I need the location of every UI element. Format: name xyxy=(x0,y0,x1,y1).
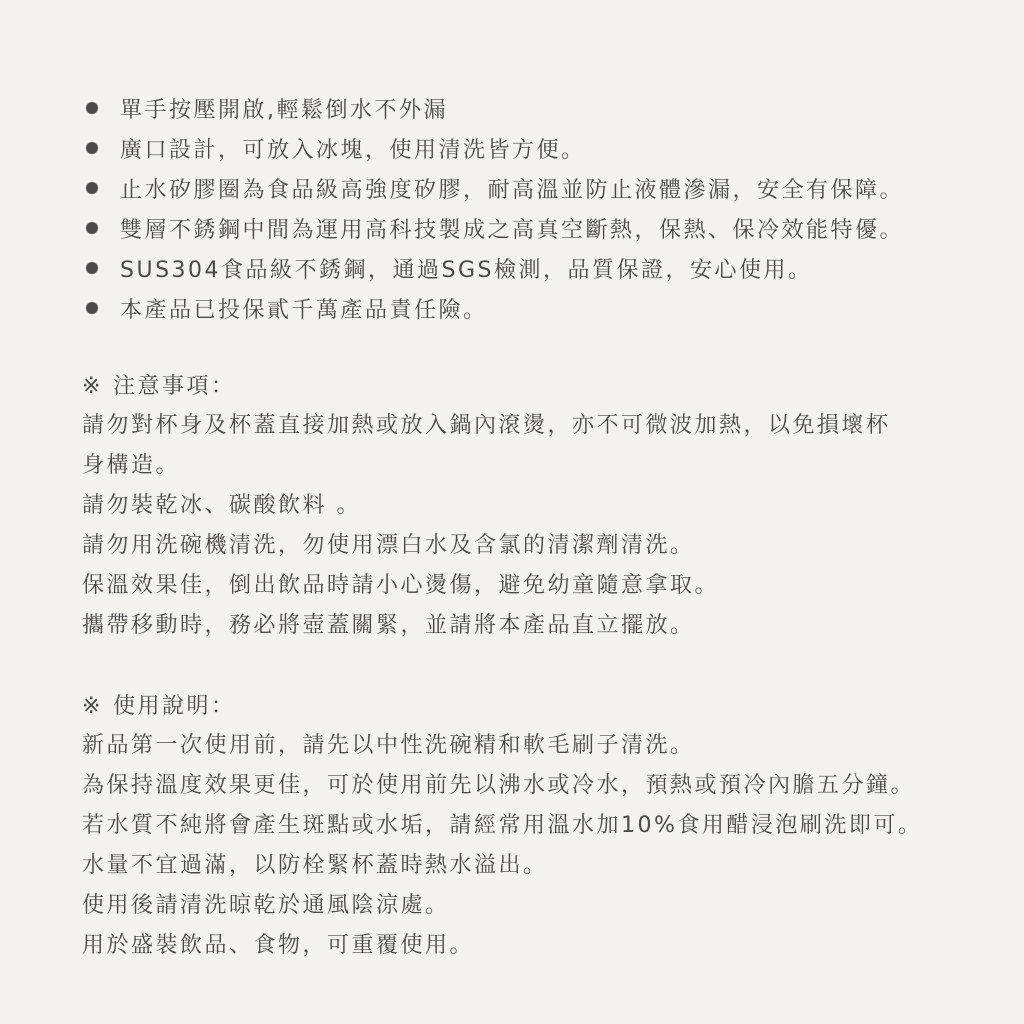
reference-mark-icon: ※ xyxy=(82,374,103,399)
usage-section xyxy=(82,688,984,966)
cautions-heading xyxy=(82,368,984,406)
feature-item xyxy=(82,128,984,168)
bullet-icon xyxy=(86,222,98,234)
bullet-icon xyxy=(86,142,98,154)
feature-text: SUS304食品級不銹鋼，通過SGS檢測，品質保證，安心使用。 xyxy=(120,257,813,283)
usage-line: 新品第一次使用前，請先以中性洗碗精和軟毛刷子清洗。 xyxy=(82,733,695,758)
usage-line: 使用後請清洗晾乾於通風陰涼處。 xyxy=(82,893,450,918)
feature-item xyxy=(82,208,984,248)
bullet-icon xyxy=(86,262,98,274)
feature-text: 止水矽膠圈為食品級高強度矽膠，耐高溫並防止液體滲漏，安全有保障。 xyxy=(120,177,905,203)
usage-line: 水量不宜過滿，以防栓緊杯蓋時熱水溢出。 xyxy=(82,853,548,878)
usage-line: 若水質不純將會產生斑點或水垢，請經常用溫水加10%食用醋浸泡刷洗即可。 xyxy=(82,813,923,838)
feature-item xyxy=(82,88,984,128)
bullet-icon xyxy=(86,302,98,314)
cautions-title: 注意事項： xyxy=(112,374,236,399)
caution-line: 請勿用洗碗機清洗，勿使用漂白水及含氯的清潔劑清洗。 xyxy=(82,533,695,558)
feature-item xyxy=(82,168,984,208)
feature-item xyxy=(82,248,984,288)
caution-line: 攜帶移動時，務必將壺蓋關緊，並請將本產品直立擺放。 xyxy=(82,613,695,638)
cautions-section xyxy=(82,368,984,646)
usage-line: 用於盛裝飲品、食物，可重覆使用。 xyxy=(82,933,475,958)
bullet-icon xyxy=(86,182,98,194)
feature-text: 本產品已投保貳千萬產品責任險。 xyxy=(120,297,488,323)
caution-line: 請勿裝乾冰、碳酸飲料 。 xyxy=(82,493,361,518)
feature-list xyxy=(82,88,984,328)
reference-mark-icon: ※ xyxy=(82,694,103,719)
feature-text: 雙層不銹鋼中間為運用高科技製成之高真空斷熱，保熱、保冷效能特優。 xyxy=(120,217,905,243)
usage-line: 為保持溫度效果更佳，可於使用前先以沸水或冷水，預熱或預冷內膽五分鐘。 xyxy=(82,773,916,798)
feature-item xyxy=(82,288,984,328)
bullet-icon xyxy=(86,102,98,114)
caution-line: 請勿對杯身及杯蓋直接加熱或放入鍋內滾燙，亦不可微波加熱，以免損壞杯身構造。 xyxy=(82,413,891,478)
caution-line: 保溫效果佳，倒出飲品時請小心燙傷，避免幼童隨意拿取。 xyxy=(82,573,720,598)
usage-title: 使用說明： xyxy=(112,694,236,719)
feature-text: 廣口設計，可放入冰塊，使用清洗皆方便。 xyxy=(120,137,586,163)
feature-text: 單手按壓開啟,輕鬆倒水不外漏 xyxy=(120,97,448,123)
usage-heading xyxy=(82,688,984,726)
